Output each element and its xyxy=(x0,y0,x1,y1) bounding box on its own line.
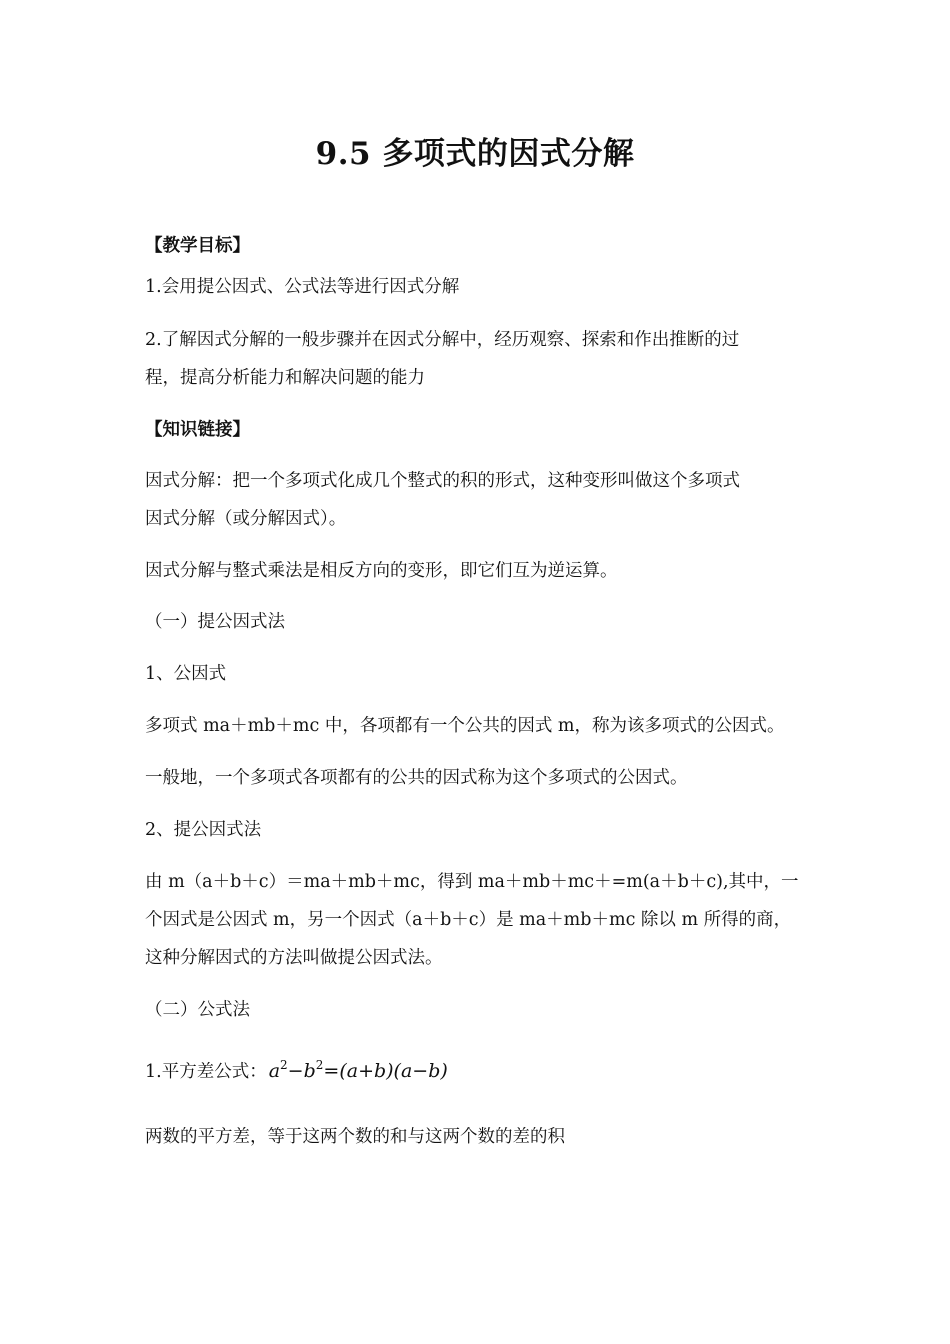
subsection-2-line-3: 这种分解因式的方法叫做提公因式法。 xyxy=(145,948,443,968)
goal-2-line-1: 2.了解因式分解的一般步骤并在因式分解中，经历观察、探索和作出推断的过 xyxy=(145,330,740,350)
difference-of-squares-formula: $a^2-b^2=(a+b)(a-b)$ xyxy=(268,1058,448,1082)
goals-heading: 【教学目标】 xyxy=(145,236,250,256)
definition-line-2: 因式分解（或分解因式）。 xyxy=(145,509,347,529)
part-1-heading: （一）提公因式法 xyxy=(145,612,285,632)
page-title: 9.5 多项式的因式分解 xyxy=(315,136,635,172)
part-2-heading: （二）公式法 xyxy=(145,1000,250,1020)
subsection-1-text: 多项式 ma＋mb＋mc 中，各项都有一个公共的因式 m，称为该多项式的公因式。 xyxy=(145,716,785,736)
subsection-2-line-2: 个因式是公因式 m，另一个因式（a＋b＋c）是 ma＋mb＋mc 除以 m 所得的商， xyxy=(145,910,792,930)
subsection-1-heading: 1、公因式 xyxy=(145,664,227,684)
subsection-1-general: 一般地，一个多项式各项都有的公共的因式称为这个多项式的公因式。 xyxy=(145,768,688,788)
formula-description: 两数的平方差，等于这两个数的和与这两个数的差的积 xyxy=(145,1127,565,1147)
goal-2-line-2: 程，提高分析能力和解决问题的能力 xyxy=(145,368,425,388)
subsection-2-line-1: 由 m（a＋b＋c）＝ma＋mb＋mc，得到 ma＋mb＋mc＋=m(a＋b＋c),其中，一 xyxy=(145,872,799,892)
subsection-2-heading: 2、提公因式法 xyxy=(145,820,262,840)
formula-line xyxy=(145,1055,448,1082)
definition-line-1: 因式分解：把一个多项式化成几个整式的积的形式，这种变形叫做这个多项式 xyxy=(145,471,740,491)
formula-label: 1.平方差公式： xyxy=(145,1062,267,1082)
goal-1: 1.会用提公因式、公式法等进行因式分解 xyxy=(145,277,460,297)
relation-text: 因式分解与整式乘法是相反方向的变形，即它们互为逆运算。 xyxy=(145,561,618,581)
knowledge-heading: 【知识链接】 xyxy=(145,420,250,440)
